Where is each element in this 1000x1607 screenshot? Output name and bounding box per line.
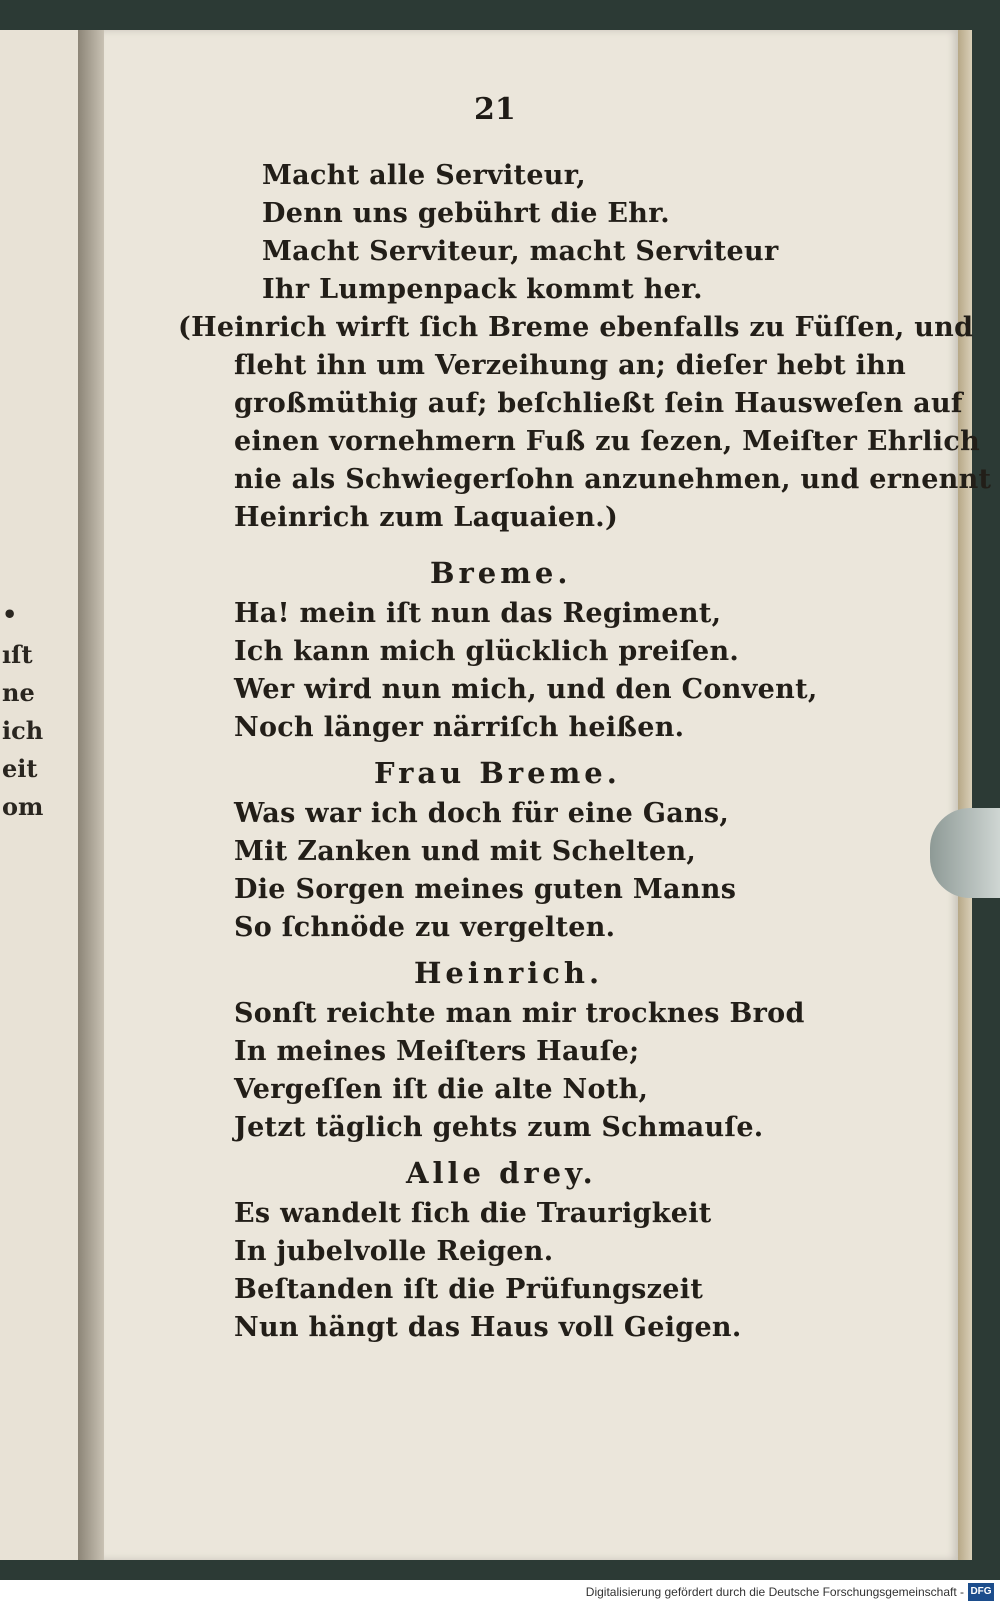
left-page-fragment: om [2, 792, 44, 821]
page-clip [930, 808, 1000, 898]
verse-line: Mit Zanken und mit Schelten, [234, 836, 697, 867]
footer-bar [0, 1580, 1000, 1607]
dfg-logo: DFG [968, 1583, 994, 1601]
page-number: 21 [474, 92, 516, 127]
verse-line: Beſtanden iſt die Prüfungszeit [234, 1274, 704, 1305]
verse-line: Es wandelt ſich die Traurigkeit [234, 1198, 712, 1229]
verse-line: Macht Serviteur, macht Serviteur [262, 236, 779, 267]
verse-line: In meines Meiſters Hauſe; [234, 1036, 640, 1067]
verse-line: Noch länger närriſch heißen. [234, 712, 685, 743]
stage-direction-line: großmüthig auf; beſchließt ſein Hausweſen auf [234, 388, 963, 419]
book-gutter [78, 30, 104, 1560]
stage-direction-line: fleht ihn um Verzeihung an; dieſer hebt ihn [234, 350, 907, 381]
stage-direction-line: Heinrich zum Laquaien.) [234, 502, 619, 533]
stage-direction-line: (Heinrich wirft ſich Breme ebenfalls zu Füſſen, und [178, 312, 974, 343]
left-page-fragment: ich [2, 716, 44, 745]
verse-line: Nun hängt das Haus voll Geigen. [234, 1312, 742, 1343]
verse-line: Ihr Lumpenpack kommt her. [262, 274, 703, 305]
verse-line: Ich kann mich glücklich preiſen. [234, 636, 740, 667]
verse-line: Vergeſſen iſt die alte Noth, [234, 1074, 649, 1105]
verse-line: Die Sorgen meines guten Manns [234, 874, 737, 905]
footer-credit: Digitalisierung gefördert durch die Deutsche Forschungsgemeinschaft - [585, 1585, 964, 1599]
left-page [0, 30, 80, 1560]
left-page-fragment: ne [2, 678, 35, 707]
verse-line: So ſchnöde zu vergelten. [234, 912, 616, 943]
left-page-fragment: ıſt [2, 640, 33, 669]
stage-direction-line: einen vornehmern Fuß zu ſezen, Meiſter Ehrlich [234, 426, 981, 457]
speaker-name: Alle drey. [406, 1156, 597, 1190]
verse-line: Sonſt reichte man mir trocknes Brod [234, 998, 805, 1029]
verse-line: Macht alle Serviteur, [262, 160, 586, 191]
verse-line: Ha! mein iſt nun das Regiment, [234, 598, 722, 629]
verse-line: Jetzt täglich gehts zum Schmauſe. [234, 1112, 764, 1143]
verse-line: Wer wird nun mich, und den Convent, [234, 674, 818, 705]
left-page-fragment: • [2, 600, 18, 629]
verse-line: Was war ich doch für eine Gans, [234, 798, 730, 829]
verse-line: In jubelvolle Reigen. [234, 1236, 554, 1267]
speaker-name: Breme. [430, 556, 572, 590]
stage-direction-line: nie als Schwiegerſohn anzunehmen, und ernennt [234, 464, 992, 495]
left-page-fragment: eit [2, 754, 38, 783]
verse-line: Denn uns gebührt die Ehr. [262, 198, 670, 229]
speaker-name: Heinrich. [414, 956, 604, 990]
page-edge [958, 30, 972, 1560]
speaker-name: Frau Breme. [374, 756, 621, 790]
